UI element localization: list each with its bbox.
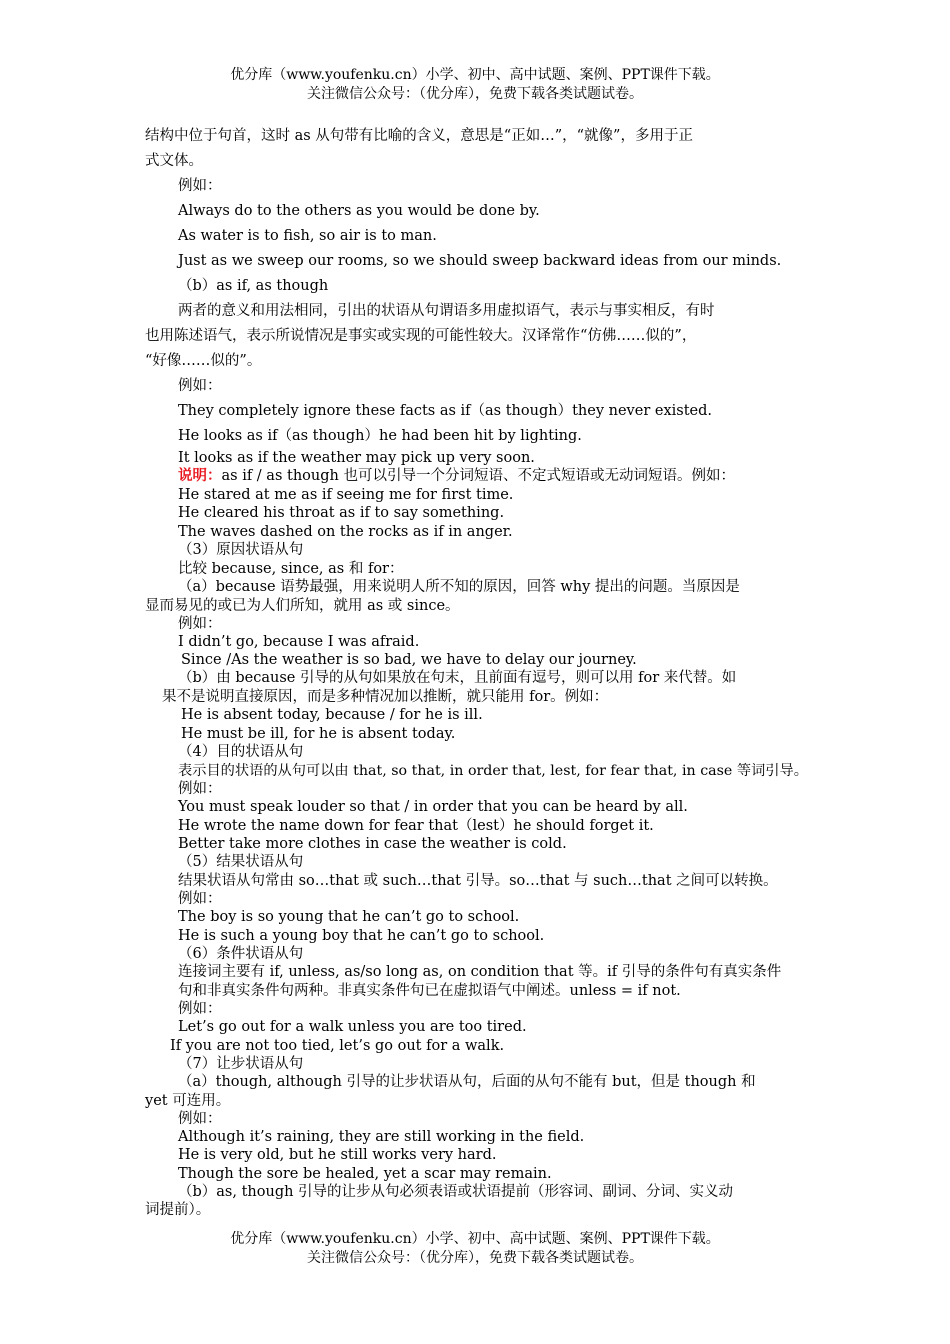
example-line: He wrote the name down for fear that（lest）he should forget it. bbox=[178, 818, 654, 834]
text-line: 式文体。 bbox=[145, 153, 203, 169]
footer-line-2: 关注微信公众号：（优分库），免费下载各类试题试卷。 bbox=[307, 1250, 643, 1266]
text-line: “好像……似的”。 bbox=[145, 353, 262, 369]
text-line: 结构中位于句首，这时 as 从句带有比喻的含义，意思是“正如…”，“就像”，多用于正 bbox=[145, 128, 693, 144]
text-line: 结果状语从句常由 so…that 或 such…that 引导。so…that 与 such…that 之间可以转换。 bbox=[178, 873, 778, 889]
text-line: 表示目的状语的从句可以由 that, so that, in order that, lest, for fear that, in case 等词引导。 bbox=[178, 763, 808, 779]
example-line: He must be ill, for he is absent today. bbox=[181, 726, 456, 742]
example-line: Although it’s raining, they are still working in the field. bbox=[178, 1129, 585, 1145]
section-heading: （3）原因状语从句 bbox=[178, 542, 304, 558]
note-label: 说明： bbox=[178, 467, 222, 484]
text-line: （a）though, although 引导的让步状语从句，后面的从句不能有 but，但是 though 和 bbox=[178, 1074, 756, 1090]
example-line: He is very old, but he still works very hard. bbox=[178, 1147, 497, 1163]
example-line: As water is to fish, so air is to man. bbox=[178, 228, 437, 244]
text-line: （a）because 语势最强，用来说明人所不知的原因，回答 why 提出的问题。当原因是 bbox=[178, 579, 740, 595]
example-line: Let’s go out for a walk unless you are too tired. bbox=[178, 1019, 527, 1035]
page-header bbox=[0, 66, 950, 104]
subheading: （b）as if, as though bbox=[178, 278, 329, 294]
text-line: 词提前）。 bbox=[145, 1202, 211, 1218]
note-text: as if / as though 也可以引导一个分词短语、不定式短语或无动词短语。例如： bbox=[221, 468, 735, 484]
example-line: Though the sore be healed, yet a scar may remain. bbox=[178, 1166, 552, 1182]
example-line: Just as we sweep our rooms, so we should sweep backward ideas from our minds. bbox=[178, 253, 782, 269]
text-line: 例如： bbox=[178, 178, 222, 194]
example-line: He looks as if（as though）he had been hit by lighting. bbox=[178, 428, 582, 444]
text-line: 比较 because, since, as 和 for： bbox=[178, 561, 404, 577]
text-line: 两者的意义和用法相同，引出的状语从句谓语多用虚拟语气，表示与事实相反，有时 bbox=[178, 303, 715, 319]
example-line: They completely ignore these facts as if（as though）they never existed. bbox=[178, 403, 713, 419]
example-line: If you are not too tied, let’s go out for a walk. bbox=[170, 1038, 505, 1054]
text-line: （b）as, though 引导的让步从句必须表语或状语提前（形容词、副词、分词、实义动 bbox=[178, 1184, 734, 1200]
header-line-1: 优分库（www.youfenku.cn）小学、初中、高中试题、案例、PPT课件下载。 bbox=[230, 67, 720, 83]
section-heading: （7）让步状语从句 bbox=[178, 1056, 304, 1072]
example-line: He is such a young boy that he can’t go to school. bbox=[178, 928, 545, 944]
text-line: 例如： bbox=[178, 781, 222, 797]
text-line: 显而易见的或已为人们所知，就用 as 或 since。 bbox=[145, 598, 460, 614]
example-line: Always do to the others as you would be done by. bbox=[178, 203, 540, 219]
page-footer bbox=[0, 1230, 950, 1268]
example-line: You must speak louder so that / in order that you can be heard by all. bbox=[178, 799, 688, 815]
example-line: It looks as if the weather may pick up very soon. bbox=[178, 450, 535, 466]
text-line: 例如： bbox=[178, 1111, 222, 1127]
example-line: I didn’t go, because I was afraid. bbox=[178, 634, 420, 650]
example-line: The waves dashed on the rocks as if in anger. bbox=[178, 524, 513, 540]
text-line: 例如： bbox=[178, 1001, 222, 1017]
header-line-2: 关注微信公众号：（优分库），免费下载各类试题试卷。 bbox=[307, 86, 643, 102]
section-heading: （6）条件状语从句 bbox=[178, 946, 304, 962]
text-line: （b）由 because 引导的从句如果放在句末，且前面有逗号，则可以用 for 来代替。如 bbox=[178, 670, 737, 686]
example-line: He cleared his throat as if to say something. bbox=[178, 505, 505, 521]
example-line: Better take more clothes in case the weather is cold. bbox=[178, 836, 567, 852]
example-line: Since /As the weather is so bad, we have to delay our journey. bbox=[181, 652, 637, 668]
text-line: 例如： bbox=[178, 616, 222, 632]
example-line: The boy is so young that he can’t go to school. bbox=[178, 909, 520, 925]
example-line: He stared at me as if seeing me for first time. bbox=[178, 487, 514, 503]
text-line: 例如： bbox=[178, 378, 222, 394]
section-heading: （5）结果状语从句 bbox=[178, 854, 304, 870]
section-heading: （4）目的状语从句 bbox=[178, 744, 304, 760]
text-line: 例如： bbox=[178, 891, 222, 907]
text-line: 果不是说明直接原因，而是多种情况加以推断，就只能用 for。例如： bbox=[162, 689, 609, 705]
footer-line-1: 优分库（www.youfenku.cn）小学、初中、高中试题、案例、PPT课件下载。 bbox=[230, 1231, 720, 1247]
text-line: 连接词主要有 if, unless, as/so long as, on condition that 等。if 引导的条件句有真实条件 bbox=[178, 964, 782, 980]
text-line: yet 可连用。 bbox=[145, 1093, 231, 1109]
example-line: He is absent today, because / for he is ill. bbox=[181, 707, 483, 723]
text-line: 句和非真实条件句两种。非真实条件句已在虚拟语气中阐述。unless = if not. bbox=[178, 983, 681, 999]
text-line: 也用陈述语气，表示所说情况是事实或实现的可能性较大。汉译常作“仿佛……似的”， bbox=[145, 328, 697, 344]
note-line bbox=[178, 467, 735, 485]
